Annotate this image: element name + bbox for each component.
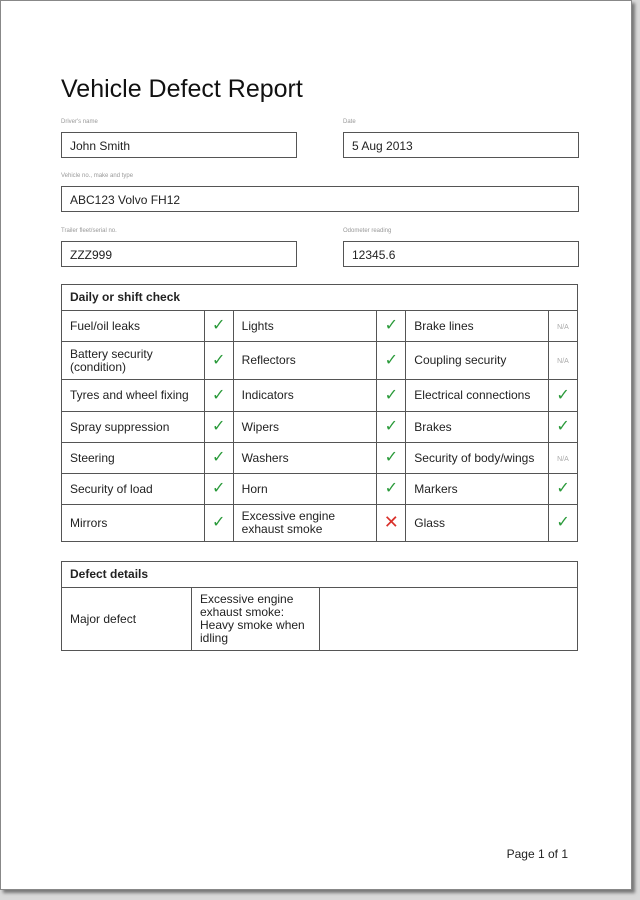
check-status: [377, 474, 406, 505]
checkmark-icon: ✓: [556, 386, 570, 404]
check-status: [204, 380, 233, 412]
check-item-label: Spray suppression: [62, 412, 205, 443]
check-status: [204, 443, 233, 474]
check-item-label: Lights: [233, 311, 377, 342]
check-row: [62, 342, 578, 380]
check-status: [549, 443, 578, 474]
date-field: 5 Aug 2013: [343, 132, 579, 158]
driver-field: John Smith: [61, 132, 297, 158]
check-status: [377, 443, 406, 474]
check-status: [377, 505, 406, 542]
check-status: [204, 342, 233, 380]
check-item-label: Reflectors: [233, 342, 377, 380]
check-item-label: Electrical connections: [406, 380, 549, 412]
checkmark-icon: ✓: [212, 351, 226, 369]
check-item-label: Mirrors: [62, 505, 205, 542]
check-status: [377, 380, 406, 412]
checkmark-icon: ✓: [384, 480, 399, 497]
check-status: [204, 505, 233, 542]
driver-label: Driver's name: [61, 119, 98, 125]
checkmark-icon: ✓: [212, 386, 226, 404]
checkmark-icon: ✓: [556, 514, 570, 531]
check-row: [62, 311, 578, 342]
check-status: [377, 412, 406, 443]
checkmark-icon: ✓: [556, 418, 570, 435]
trailer-label: Trailer fleet/serial no.: [61, 228, 117, 234]
vehicle-label: Vehicle no., make and type: [61, 173, 134, 179]
not-applicable-text: N/A: [557, 358, 569, 365]
checkmark-icon: ✓: [384, 386, 399, 404]
checkmark-icon: ✓: [212, 480, 226, 497]
check-item-label: Washers: [233, 443, 377, 474]
defect-description: Excessive engine exhaust smoke: Heavy smoke when idling: [192, 588, 320, 651]
odometer-field: 12345.6: [343, 241, 579, 267]
check-status: [549, 380, 578, 412]
check-row: [62, 505, 578, 542]
checkmark-icon: ✓: [212, 449, 226, 466]
check-item-label: Indicators: [233, 380, 377, 412]
check-status: [204, 311, 233, 342]
checkmark-icon: ✓: [212, 317, 226, 334]
checkmark-icon: ✓: [384, 317, 399, 334]
not-applicable-text: N/A: [557, 323, 569, 331]
check-item-label: Coupling security: [406, 342, 549, 380]
check-item-label: Security of load: [62, 474, 205, 505]
check-row: [62, 380, 578, 412]
page-title: Vehicle Defect Report: [61, 75, 303, 103]
check-status: [377, 311, 406, 342]
trailer-field: ZZZ999: [61, 241, 297, 267]
check-item-label: Battery security (condition): [62, 342, 205, 380]
checkmark-icon: ✓: [384, 449, 399, 466]
not-applicable-text: N/A: [557, 455, 569, 463]
checkmark-icon: ✓: [556, 480, 570, 497]
check-status: [549, 342, 578, 380]
check-status: [549, 412, 578, 443]
cross-icon: ✕: [383, 511, 399, 532]
check-status: [549, 311, 578, 342]
check-status: [204, 474, 233, 505]
defect-severity: Major defect: [62, 588, 192, 651]
check-item-label: Tyres and wheel fixing: [62, 380, 205, 412]
checkmark-icon: ✓: [212, 514, 226, 531]
check-row: [62, 412, 578, 443]
check-item-label: Brakes: [406, 412, 549, 443]
check-item-label: Steering: [62, 443, 205, 474]
defect-notes: [320, 588, 578, 651]
checkmark-icon: ✓: [384, 418, 399, 435]
check-item-label: Brake lines: [406, 311, 549, 342]
date-label: Date: [343, 119, 356, 125]
odometer-label: Odometer reading: [343, 228, 392, 234]
check-item-label: Horn: [233, 474, 377, 505]
check-item-label: Excessive engine exhaust smoke: [233, 505, 377, 542]
checkmark-icon: ✓: [212, 418, 226, 435]
check-status: [377, 342, 406, 380]
checks-heading: Daily or shift check: [62, 285, 578, 311]
check-row: [62, 443, 578, 474]
check-item-label: Wipers: [233, 412, 377, 443]
vehicle-field: ABC123 Volvo FH12: [61, 186, 579, 212]
page-number: Page 1 of 1: [506, 847, 568, 861]
checkmark-icon: ✓: [384, 351, 399, 369]
check-status: [549, 505, 578, 542]
checks-table: [61, 284, 578, 542]
defects-heading: Defect details: [62, 562, 578, 588]
check-status: [549, 474, 578, 505]
check-item-label: Security of body/wings: [406, 443, 549, 474]
defects-table: [61, 561, 578, 651]
check-item-label: Fuel/oil leaks: [62, 311, 205, 342]
defect-row: [62, 588, 578, 651]
check-item-label: Markers: [406, 474, 549, 505]
check-row: [62, 474, 578, 505]
check-item-label: Glass: [406, 505, 549, 542]
check-status: [204, 412, 233, 443]
